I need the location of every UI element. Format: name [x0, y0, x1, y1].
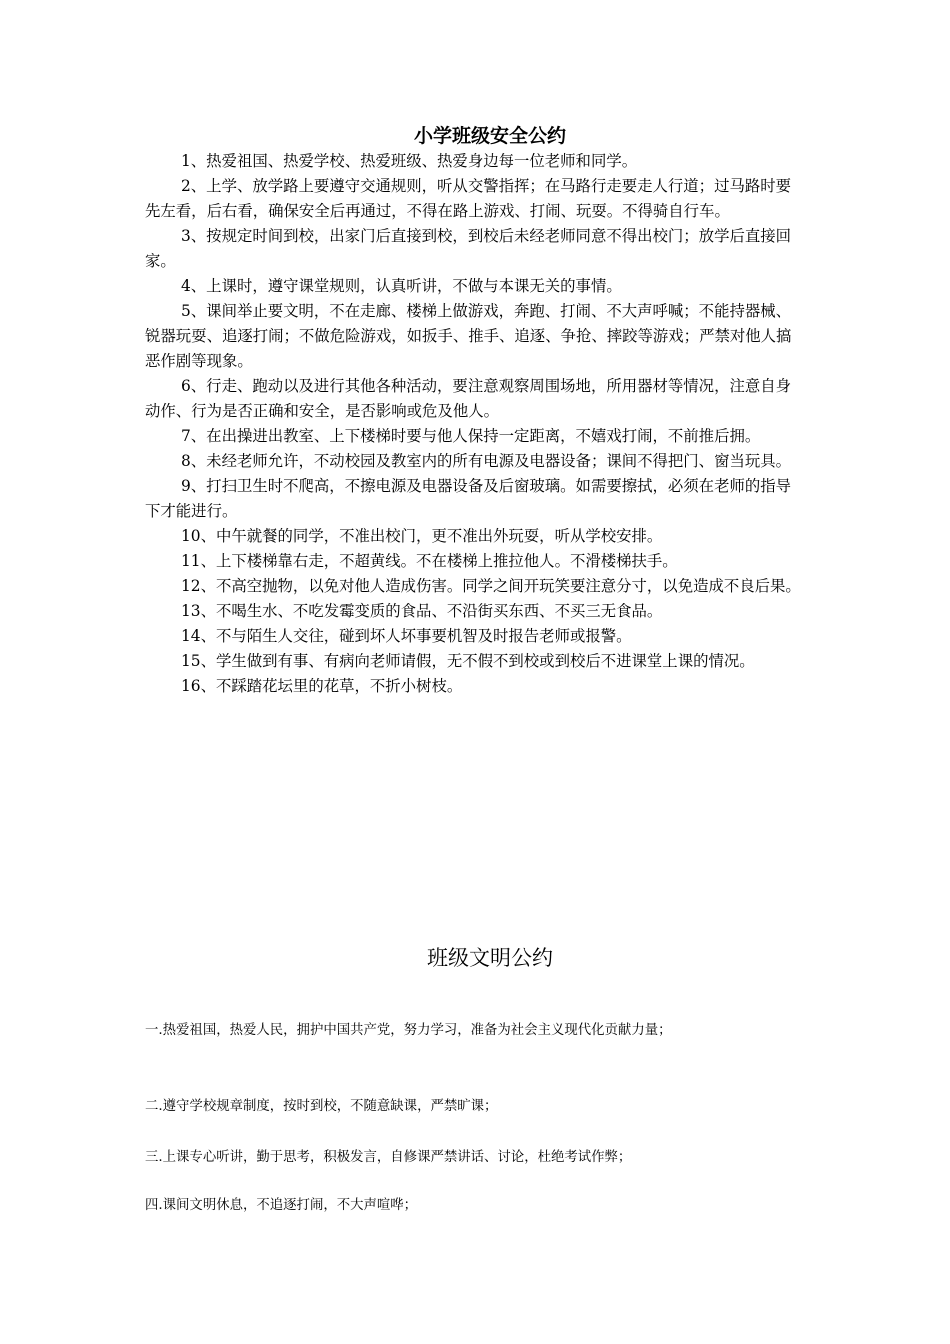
civility-item: 三.上课专心听讲，勤于思考，积极发言，自修课严禁讲话、讨论，杜绝考试作弊； [145, 1150, 632, 1165]
civility-item: 四.课间文明休息，不追逐打闹，不大声喧哗； [145, 1198, 418, 1213]
safety-rule: 10、中午就餐的同学，不准出校门，更不准出外玩耍，听从学校安排。 [181, 527, 663, 545]
safety-rule: 13、不喝生水、不吃发霉变质的食品、不沿街买东西、不买三无食品。 [181, 602, 663, 620]
safety-rule: 9、打扫卫生时不爬高，不擦电源及电器设备及后窗玻璃。如需要擦拭，必须在老师的指导下才能进行。 [145, 477, 792, 520]
civility-title: 班级文明公约 [427, 946, 553, 970]
safety-rule: 4、上课时，遵守课堂规则，认真听讲，不做与本课无关的事情。 [181, 277, 622, 295]
safety-rule: 8、未经老师允许，不动校园及教室内的所有电源及电器设备；课间不得把门、窗当玩具。 [181, 452, 792, 470]
safety-rule: 7、在出操进出教室、上下楼梯时要与他人保持一定距离，不嬉戏打闹，不前推后拥。 [181, 427, 761, 445]
safety-rule: 1、热爱祖国、热爱学校、热爱班级、热爱身边每一位老师和同学。 [181, 152, 638, 170]
civility-item: 一.热爱祖国，热爱人民，拥护中国共产党，努力学习，准备为社会主义现代化贡献力量； [145, 1023, 672, 1038]
civility-item: 二.遵守学校规章制度，按时到校，不随意缺课，严禁旷课； [145, 1099, 498, 1114]
safety-rule: 12、不高空抛物，以免对他人造成伤害。同学之间开玩笑要注意分寸，以免造成不良后果。 [181, 577, 801, 595]
safety-rule: 16、不踩踏花坛里的花草，不折小树枝。 [181, 677, 463, 695]
safety-rules-list [145, 149, 805, 699]
safety-rule: 15、学生做到有事、有病向老师请假，无不假不到校或到校后不进课堂上课的情况。 [181, 652, 755, 670]
safety-rule: 5、课间举止要文明，不在走廊、楼梯上做游戏，奔跑、打闹、不大声呼喊；不能持器械、锐器玩耍、追逐打闹；不做危险游戏，如扳手、推手、追逐、争抢、摔跤等游戏；严禁对他人搞恶作剧等现象。 [145, 302, 792, 370]
safety-rule: 6、行走、跑动以及进行其他各种活动，要注意观察周围场地，所用器材等情况，注意自身动作、行为是否正确和安全，是否影响或危及他人。 [145, 377, 792, 420]
safety-rule: 2、上学、放学路上要遵守交通规则，听从交警指挥；在马路行走要走人行道；过马路时要先左看，后右看，确保安全后再通过，不得在路上游戏、打闹、玩耍。不得骑自行车。 [145, 177, 792, 220]
safety-rule: 14、不与陌生人交往，碰到坏人坏事要机智及时报告老师或报警。 [181, 627, 632, 645]
safety-title: 小学班级安全公约 [413, 125, 566, 147]
safety-rule: 3、按规定时间到校，出家门后直接到校，到校后未经老师同意不得出校门；放学后直接回家。 [145, 227, 792, 270]
safety-rule: 11、上下楼梯靠右走，不超黄线。不在楼梯上推拉他人。不滑楼梯扶手。 [181, 552, 678, 570]
